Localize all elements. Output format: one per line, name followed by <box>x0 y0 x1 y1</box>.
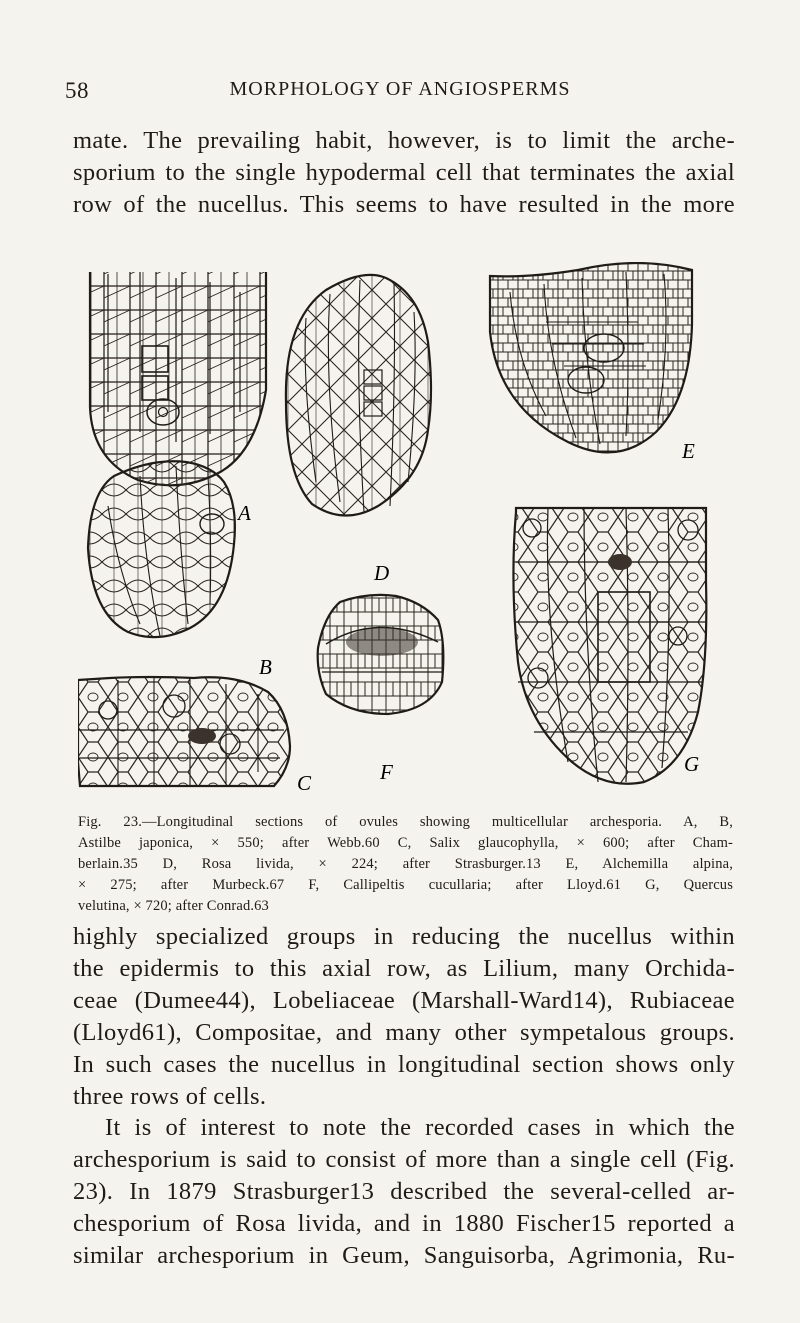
caption-line-3: berlain.35 D, Rosa livida, × 224; after Strasburger.13 E, Alchemilla alpina, <box>78 856 733 872</box>
paragraph-3-line-2: archesporium is said to consist of more than a single cell (Fig. <box>73 1146 735 1173</box>
paragraph-3 <box>73 1112 735 1272</box>
paragraph-1 <box>73 125 735 221</box>
paragraph-1-line-1: mate. The prevailing habit, however, is to limit the arche- <box>73 127 735 154</box>
paragraph-1-line-2: sporium to the single hypodermal cell that terminates the axial <box>73 159 735 186</box>
paragraph-2 <box>73 921 735 1113</box>
caption-line-5: velutina, × 720; after Conrad.63 <box>78 898 269 914</box>
figure-23 <box>78 262 734 796</box>
paragraph-3-line-5: similar archesporium in Geum, Sanguisorba, Agrimonia, Ru- <box>73 1242 735 1269</box>
page-header <box>65 78 735 104</box>
paragraph-2-line-4: (Lloyd61), Compositae, and many other sympetalous groups. <box>73 1019 735 1046</box>
section-e-drawing <box>490 263 692 452</box>
paragraph-2-line-2: the epidermis to this axial row, as Lilium, many Orchida- <box>73 955 735 982</box>
section-b-drawing <box>88 461 235 637</box>
caption-line-1: Fig. 23.—Longitudinal sections of ovules showing multicellular archesporia. A, B, <box>78 814 733 830</box>
running-title: MORPHOLOGY OF ANGIOSPERMS <box>229 78 571 100</box>
paragraph-3-line-3: 23). In 1879 Strasburger13 described the several-celled ar- <box>73 1178 735 1205</box>
figure-label-b: B <box>259 655 272 679</box>
figure-label-e: E <box>682 439 695 463</box>
paragraph-2-line-1: highly specialized groups in reducing the nucellus within <box>73 923 735 950</box>
paragraph-2-line-6: three rows of cells. <box>73 1083 267 1110</box>
section-f-drawing <box>318 595 444 714</box>
figure-label-a: A <box>238 501 251 525</box>
section-c-lower-drawing <box>78 677 290 786</box>
paragraph-2-line-5: In such cases the nucellus in longitudinal section shows only <box>73 1051 735 1078</box>
paragraph-3-line-4: chesporium of Rosa livida, and in 1880 Fischer15 reported a <box>73 1210 735 1237</box>
figure-label-f: F <box>380 760 393 784</box>
section-a-drawing <box>90 272 266 485</box>
page-number: 58 <box>65 78 89 103</box>
paragraph-3-line-1: It is of interest to note the recorded cases in which the <box>105 1114 735 1141</box>
section-c-drawing <box>286 275 431 516</box>
figure-label-g: G <box>684 752 700 776</box>
figure-label-d: D <box>374 561 390 585</box>
paragraph-2-line-3: ceae (Dumee44), Lobeliaceae (Marshall-Ward14), Rubiaceae <box>73 987 735 1014</box>
figure-label-c: C <box>297 771 312 795</box>
ovule-sections-illustration <box>78 262 734 796</box>
figure-caption <box>78 812 733 917</box>
caption-line-2: Astilbe japonica, × 550; after Webb.60 C, Salix glaucophylla, × 600; after Cham- <box>78 835 733 851</box>
section-g-drawing <box>513 508 706 784</box>
paragraph-1-line-3: row of the nucellus. This seems to have resulted in the more <box>73 191 735 218</box>
caption-line-4: × 275; after Murbeck.67 F, Callipeltis cucullaria; after Lloyd.61 G, Quercus <box>78 877 733 893</box>
